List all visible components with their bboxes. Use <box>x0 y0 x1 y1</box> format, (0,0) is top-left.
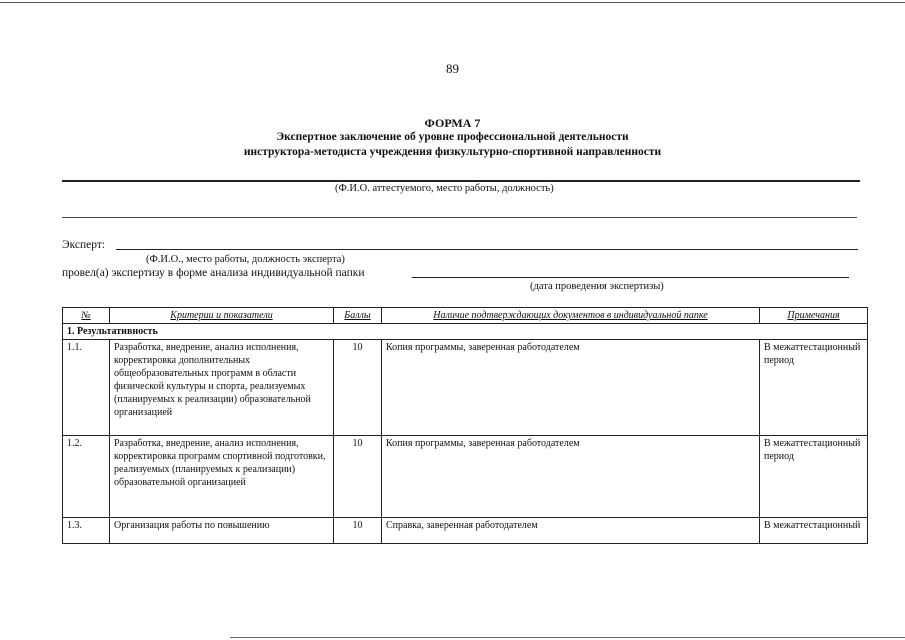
row-points: 10 <box>334 518 382 544</box>
row-criteria: Разработка, внедрение, анализ исполнения, корректировка программ спортивной подготовки, реализуемых (планируемых к реализации) образовательной организацией <box>110 436 334 518</box>
expert-line <box>116 249 858 250</box>
date-caption: (дата проведения экспертизы) <box>530 281 664 292</box>
row-docs: Справка, заверенная работодателем <box>382 518 760 544</box>
table-row <box>63 436 868 518</box>
form-subtitle-line2: инструктора-методиста учреждения физкультурно-спортивной направленности <box>243 146 662 158</box>
top-border-line <box>0 2 905 3</box>
row-notes: В межаттестационный период <box>760 436 868 518</box>
row-points: 10 <box>334 436 382 518</box>
date-line <box>412 277 849 278</box>
header-criteria: Критерии и показатели <box>110 308 334 324</box>
section-title: 1. Результативность <box>63 324 868 340</box>
attested-line-2 <box>62 217 857 218</box>
row-docs: Копия программы, заверенная работодателем <box>382 436 760 518</box>
expert-label: Эксперт: <box>62 239 106 251</box>
header-num: № <box>63 308 110 324</box>
row-notes: В межаттестационный <box>760 518 868 544</box>
form-subtitle-line1: Экспертное заключение об уровне профессиональной деятельности <box>276 131 629 143</box>
row-number: 1.2. <box>63 436 110 518</box>
header-docs: Наличие подтверждающих документов в индивидуальной папке <box>382 308 760 324</box>
section-row <box>63 324 868 340</box>
table-row <box>63 518 868 544</box>
row-number: 1.1. <box>63 340 110 436</box>
row-criteria: Организация работы по повышению <box>110 518 334 544</box>
header-notes: Примечания <box>760 308 868 324</box>
row-docs: Копия программы, заверенная работодателем <box>382 340 760 436</box>
expert-caption: (Ф.И.О., место работы, должность эксперта) <box>146 254 345 265</box>
attested-line <box>62 180 860 182</box>
row-criteria: Разработка, внедрение, анализ исполнения, корректировка дополнительных общеобразовательных программ в области физической культуры и спорта, реализуемых (планируемых к реализации) образовательной организацией <box>110 340 334 436</box>
bottom-border-line <box>230 637 905 638</box>
row-number: 1.3. <box>63 518 110 544</box>
criteria-table <box>62 307 868 544</box>
performed-label: провел(а) экспертизу в форме анализа индивидуальной папки <box>62 267 365 279</box>
table-row <box>63 340 868 436</box>
table-header-row <box>63 308 868 324</box>
form-title: ФОРМА 7 <box>424 116 481 130</box>
page-number: 89 <box>446 61 459 76</box>
row-notes: В межаттестационный период <box>760 340 868 436</box>
attested-caption: (Ф.И.О. аттестуемого, место работы, должность) <box>335 183 554 194</box>
header-points: Баллы <box>334 308 382 324</box>
row-points: 10 <box>334 340 382 436</box>
